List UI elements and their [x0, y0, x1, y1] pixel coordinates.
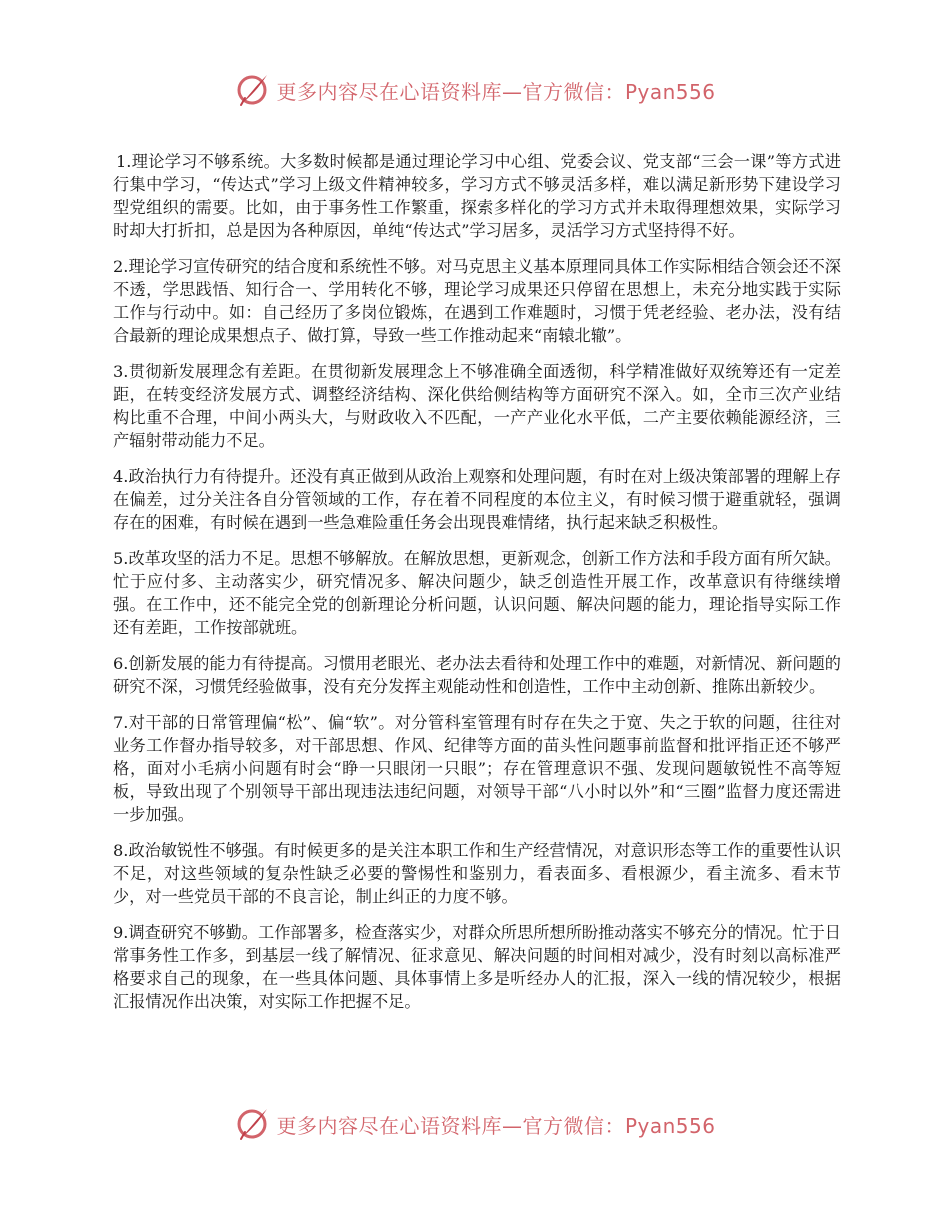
paragraph-2: 2.理论学习宣传研究的结合度和系统性不够。对马克思主义基本原理同具体工作实际相结合领会还不深不透，学思践悟、知行合一、学用转化不够，理论学习成果还只停留在思想上，未充分地实践于实际工作与行动中。如：自己经历了多岗位锻炼，在遇到工作难题时，习惯于凭老经验、老办法，没有结合最新的理论成果想点子、做打算，导致一些工作推动起来“南辕北辙”。 [113, 257, 841, 345]
paragraph-3: 3.贯彻新发展理念有差距。在贯彻新发展理念上不够准确全面透彻，科学精准做好双统筹还有一定差距，在转变经济发展方式、调整经济结构、深化供给侧结构等方面研究不深入。如，全市三次产业结构比重不合理，中间小两头大，与财政收入不匹配，一产产业化水平低，二产主要依赖能源经济，三产辐射带动能力不足。 [113, 362, 841, 450]
footer-banner [0, 1104, 950, 1144]
paragraph-5: 5.改革攻坚的活力不足。思想不够解放。在解放思想，更新观念，创新工作方法和手段方面有所欠缺。忙于应付多、主动落实少，研究情况多、解决问题少，缺乏创造性开展工作，改革意识有待继续增强。在工作中，还不能完全党的创新理论分析问题，认识问题、解决问题的能力，理论指导实际工作还有差距，工作按部就班。 [113, 549, 841, 637]
banner-text: 更多内容尽在心语资料库—官方微信：Pyan556 [276, 1113, 716, 1138]
paragraph-9: 9.调查研究不够勤。工作部署多，检查落实少，对群众所思所想所盼推动落实不够充分的情况。忙于日常事务性工作多，到基层一线了解情况、征求意见、解决问题的时间相对减少，没有时刻以高标准严格要求自己的现象，在一些具体问题、具体事情上多是听经办人的汇报，深入一线的情况较少，根据汇报情况作出决策，对实际工作把握不足。 [113, 923, 841, 1011]
paragraph-4: 4.政治执行力有待提升。还没有真正做到从政治上观察和处理问题，有时在对上级决策部署的理解上存在偏差，过分关注各自分管领域的工作，存在着不同程度的本位主义，有时候习惯于避重就轻，强调存在的困难，有时候在遇到一些急难险重任务会出现畏难情绪，执行起来缺乏积极性。 [113, 467, 841, 532]
paragraph-1: 1.理论学习不够系统。大多数时候都是通过理论学习中心组、党委会议、党支部“三会一课”等方式进行集中学习，“传达式”学习上级文件精神较多，学习方式不够灵活多样，难以满足新形势下建设学习型党组织的需要。比如，由于事务性工作繁重，探索多样化的学习方式并未取得理想效果，实际学习时却大打折扣，总是因为各种原因，单纯“传达式”学习居多，灵活学习方式坚持得不好。 [113, 152, 841, 240]
header-banner [0, 70, 950, 110]
paragraph-7: 7.对干部的日常管理偏“松”、偏“软”。对分管科室管理有时存在失之于宽、失之于软的问题，往往对业务工作督办指导较多，对干部思想、作风、纪律等方面的苗头性问题事前监督和批评指正还不够严格，面对小毛病小问题有时会“睁一只眼闭一只眼”；存在管理意识不强、发现问题敏锐性不高等短板，导致出现了个别领导干部出现违法违纪问题，对领导干部“八小时以外”和“三圈”监督力度还需进一步加强。 [113, 713, 841, 824]
quill-logo-icon [234, 1106, 270, 1142]
paragraph-6: 6.创新发展的能力有待提高。习惯用老眼光、老办法去看待和处理工作中的难题，对新情况、新问题的研究不深，习惯凭经验做事，没有充分发挥主观能动性和创造性，工作中主动创新、推陈出新较少。 [113, 654, 841, 696]
document-body [113, 150, 841, 1026]
banner-text: 更多内容尽在心语资料库—官方微信：Pyan556 [276, 79, 716, 104]
paragraph-8: 8.政治敏锐性不够强。有时候更多的是关注本职工作和生产经营情况，对意识形态等工作的重要性认识不足，对这些领域的复杂性缺乏必要的警惕性和鉴别力，看表面多、看根源少，看主流多、看末节少，对一些党员干部的不良言论，制止纠正的力度不够。 [113, 841, 841, 906]
quill-logo-icon [234, 72, 270, 108]
